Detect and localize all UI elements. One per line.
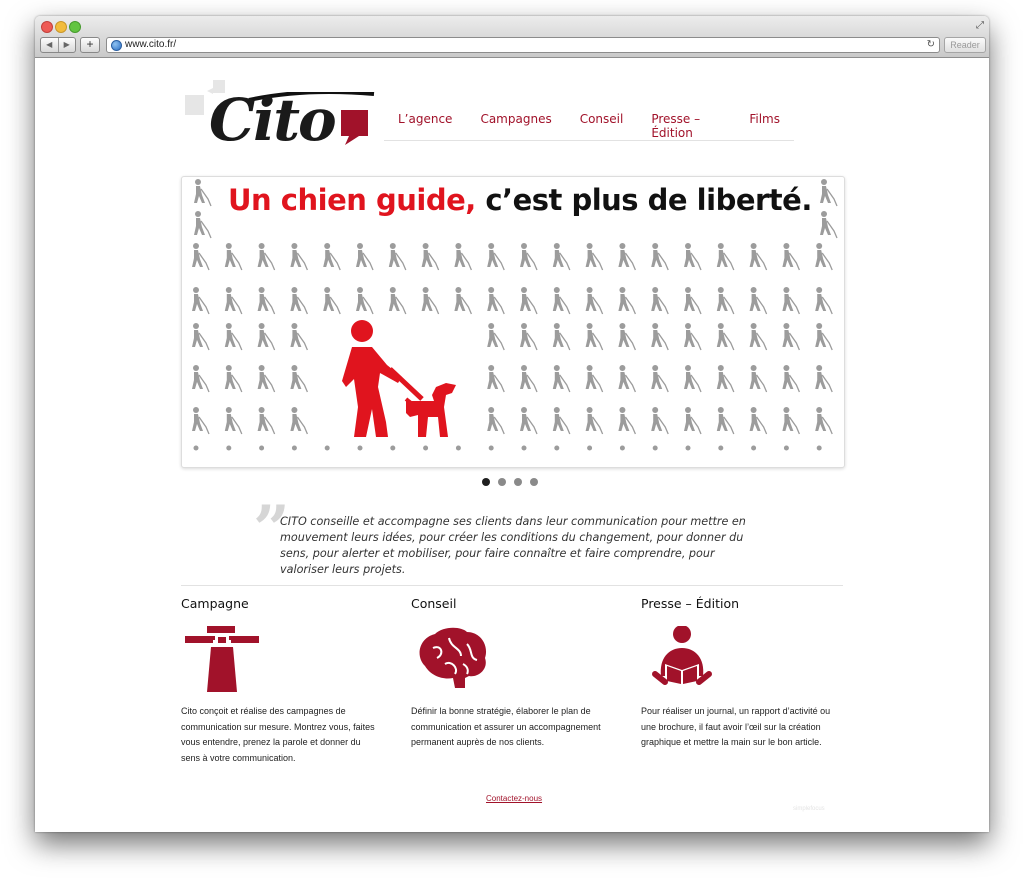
globe-icon [111, 40, 122, 51]
walker-icon [192, 323, 209, 350]
minimize-window-button[interactable] [55, 21, 67, 33]
walker-icon [356, 287, 373, 314]
column-campagne [181, 596, 381, 763]
walker-icon [684, 287, 701, 314]
history-buttons [40, 37, 76, 53]
walker-icon [618, 287, 635, 314]
walker-icon [717, 365, 734, 392]
walker-dot-icon [259, 446, 264, 451]
walker-icon [750, 243, 767, 270]
column-text: Pour réaliser un journal, un rapport d’activité ou une brochure, il faut avoir l’œil sur la création graphique et mettre la main sur le bon article. [641, 706, 831, 747]
walker-icon [520, 243, 537, 270]
walker-icon [553, 407, 570, 434]
lighthouse-icon [185, 626, 259, 694]
walker-icon [225, 365, 242, 392]
man-with-guide-dog-icon [332, 317, 467, 442]
walker-dot-icon [554, 446, 559, 451]
address-bar[interactable] [106, 37, 940, 53]
walker-icon [258, 243, 275, 270]
walker-icon [454, 243, 471, 270]
slider-dot-1[interactable] [482, 478, 490, 486]
walker-icon [750, 323, 767, 350]
close-window-button[interactable] [41, 21, 53, 33]
walker-icon [586, 323, 603, 350]
walker-icon [717, 323, 734, 350]
walker-icon [520, 407, 537, 434]
walker-icon [815, 407, 832, 434]
walker-icon [192, 243, 209, 270]
banner-headline [228, 183, 812, 217]
walker-icon [782, 323, 799, 350]
column-conseil [411, 596, 611, 747]
walker-icon [454, 287, 471, 314]
walker-icon [717, 287, 734, 314]
nav-item-agence[interactable]: L’agence [398, 112, 453, 126]
page-content [35, 58, 989, 832]
walker-icon [225, 407, 242, 434]
walker-dot-icon [817, 446, 822, 451]
walker-icon [651, 407, 668, 434]
walker-dot-icon [423, 446, 428, 451]
walker-icon [820, 179, 837, 206]
walker-icon [290, 323, 307, 350]
walker-icon [586, 365, 603, 392]
url-text[interactable]: www.cito.fr/ [125, 39, 177, 50]
walker-dot-icon [325, 446, 330, 451]
walker-icon [422, 287, 439, 314]
walker-icon [618, 243, 635, 270]
walker-icon [258, 323, 275, 350]
walker-dot-icon [390, 446, 395, 451]
slider-dot-3[interactable] [514, 478, 522, 486]
back-arrow-icon[interactable]: ◀ [41, 38, 59, 52]
column-title[interactable]: Campagne [181, 596, 249, 611]
blind-walkers-pattern [182, 177, 844, 467]
reader-button[interactable]: Reader [944, 37, 986, 53]
walker-icon [487, 287, 504, 314]
walker-icon [651, 323, 668, 350]
walker-icon [651, 243, 668, 270]
walker-dot-icon [620, 446, 625, 451]
walker-icon [651, 365, 668, 392]
walker-icon [815, 287, 832, 314]
walker-icon [618, 365, 635, 392]
walker-icon [194, 211, 211, 238]
walker-icon [586, 243, 603, 270]
walker-icon [684, 365, 701, 392]
reload-icon[interactable]: ↻ [926, 39, 935, 50]
walker-icon [815, 365, 832, 392]
browser-window [35, 16, 989, 832]
forward-arrow-icon[interactable]: ▶ [63, 40, 70, 49]
walker-icon [553, 287, 570, 314]
walker-icon [487, 243, 504, 270]
walker-dot-icon [226, 446, 231, 451]
walker-icon [717, 407, 734, 434]
walker-icon [290, 243, 307, 270]
walker-icon [553, 365, 570, 392]
walker-icon [487, 323, 504, 350]
column-text: Définir la bonne stratégie, élaborer le plan de communication et assurer un accompagnement permanent auprès de nos clients. [411, 706, 601, 747]
logo-text[interactable]: Cito [209, 86, 335, 154]
walker-icon [520, 287, 537, 314]
site-credit[interactable]: simplefocus [793, 806, 825, 812]
walker-icon [553, 243, 570, 270]
walker-icon [194, 179, 211, 206]
walker-icon [290, 407, 307, 434]
slider-dot-4[interactable] [530, 478, 538, 486]
column-presse-edition [641, 596, 841, 747]
walker-icon [782, 243, 799, 270]
walker-icon [586, 287, 603, 314]
walker-dot-icon [194, 446, 199, 451]
walker-icon [618, 323, 635, 350]
walker-icon [815, 243, 832, 270]
nav-item-films[interactable]: Films [749, 112, 780, 126]
column-text: Cito conçoit et réalise des campagnes de communication sur mesure. Montrez vous, faites vous entendre, prenez la parole et donner du sens à votre communication. [181, 706, 375, 763]
walker-icon [820, 211, 837, 238]
walker-icon [651, 287, 668, 314]
walker-icon [815, 323, 832, 350]
walker-icon [323, 287, 340, 314]
walker-dot-icon [686, 446, 691, 451]
walker-icon [225, 287, 242, 314]
hero-slider[interactable] [181, 176, 845, 468]
section-divider [181, 585, 843, 586]
walker-icon [258, 287, 275, 314]
intro-quote: CITO conseille et accompagne ses clients dans leur communication pour mettre en mouvement leurs idées, pour créer les conditions du changement, pour donner du sens, pour alerter et mobiliser, pour faire connaître et faire comprendre, pour valoriser leurs projets. [280, 515, 746, 576]
walker-icon [225, 243, 242, 270]
walker-icon [684, 323, 701, 350]
walker-icon [750, 287, 767, 314]
walker-icon [520, 365, 537, 392]
walker-icon [553, 323, 570, 350]
headline-red-part: Un chien guide, [228, 183, 476, 217]
walker-icon [618, 407, 635, 434]
walker-icon [192, 287, 209, 314]
walker-icon [192, 365, 209, 392]
contact-link[interactable]: Contactez-nous [486, 794, 543, 803]
walker-icon [750, 365, 767, 392]
walker-icon [684, 243, 701, 270]
walker-dot-icon [358, 446, 363, 451]
walker-dot-icon [587, 446, 592, 451]
slider-dot-2[interactable] [498, 478, 506, 486]
walker-icon [782, 407, 799, 434]
walker-icon [225, 323, 242, 350]
walker-icon [422, 243, 439, 270]
column-title[interactable]: Conseil [411, 596, 457, 611]
walker-icon [389, 243, 406, 270]
headline-black-part: c’est plus de liberté. [475, 183, 812, 217]
walker-icon [389, 287, 406, 314]
column-title[interactable]: Presse – Édition [641, 596, 740, 611]
walker-icon [192, 407, 209, 434]
walker-icon [323, 243, 340, 270]
quote-mark-icon: ” [253, 492, 290, 567]
walker-dot-icon [292, 446, 297, 451]
walker-icon [684, 407, 701, 434]
walker-dot-icon [456, 446, 461, 451]
browser-toolbar [35, 16, 989, 58]
main-nav [384, 110, 794, 141]
walker-icon [586, 407, 603, 434]
slider-dots [482, 478, 538, 486]
walker-dot-icon [489, 446, 494, 451]
nav-item-campagnes[interactable]: Campagnes [480, 112, 552, 126]
walker-icon [290, 287, 307, 314]
reader-icon [645, 626, 719, 690]
nav-item-presse-edition[interactable]: Presse – Édition [651, 112, 701, 140]
brain-icon [415, 626, 489, 690]
nav-item-conseil[interactable]: Conseil [579, 112, 624, 126]
add-bookmark-button[interactable]: + [80, 37, 100, 53]
walker-icon [750, 407, 767, 434]
walker-icon [782, 287, 799, 314]
walker-icon [290, 365, 307, 392]
walker-dot-icon [784, 446, 789, 451]
walker-icon [487, 365, 504, 392]
walker-dot-icon [522, 446, 527, 451]
walker-icon [356, 243, 373, 270]
walker-icon [520, 323, 537, 350]
zoom-window-button[interactable] [69, 21, 81, 33]
walker-icon [258, 365, 275, 392]
walker-icon [717, 243, 734, 270]
walker-dot-icon [751, 446, 756, 451]
walker-icon [487, 407, 504, 434]
walker-icon [782, 365, 799, 392]
walker-dot-icon [718, 446, 723, 451]
walker-dot-icon [653, 446, 658, 451]
walker-icon [258, 407, 275, 434]
fullscreen-icon[interactable]: ⤢ [976, 20, 984, 31]
